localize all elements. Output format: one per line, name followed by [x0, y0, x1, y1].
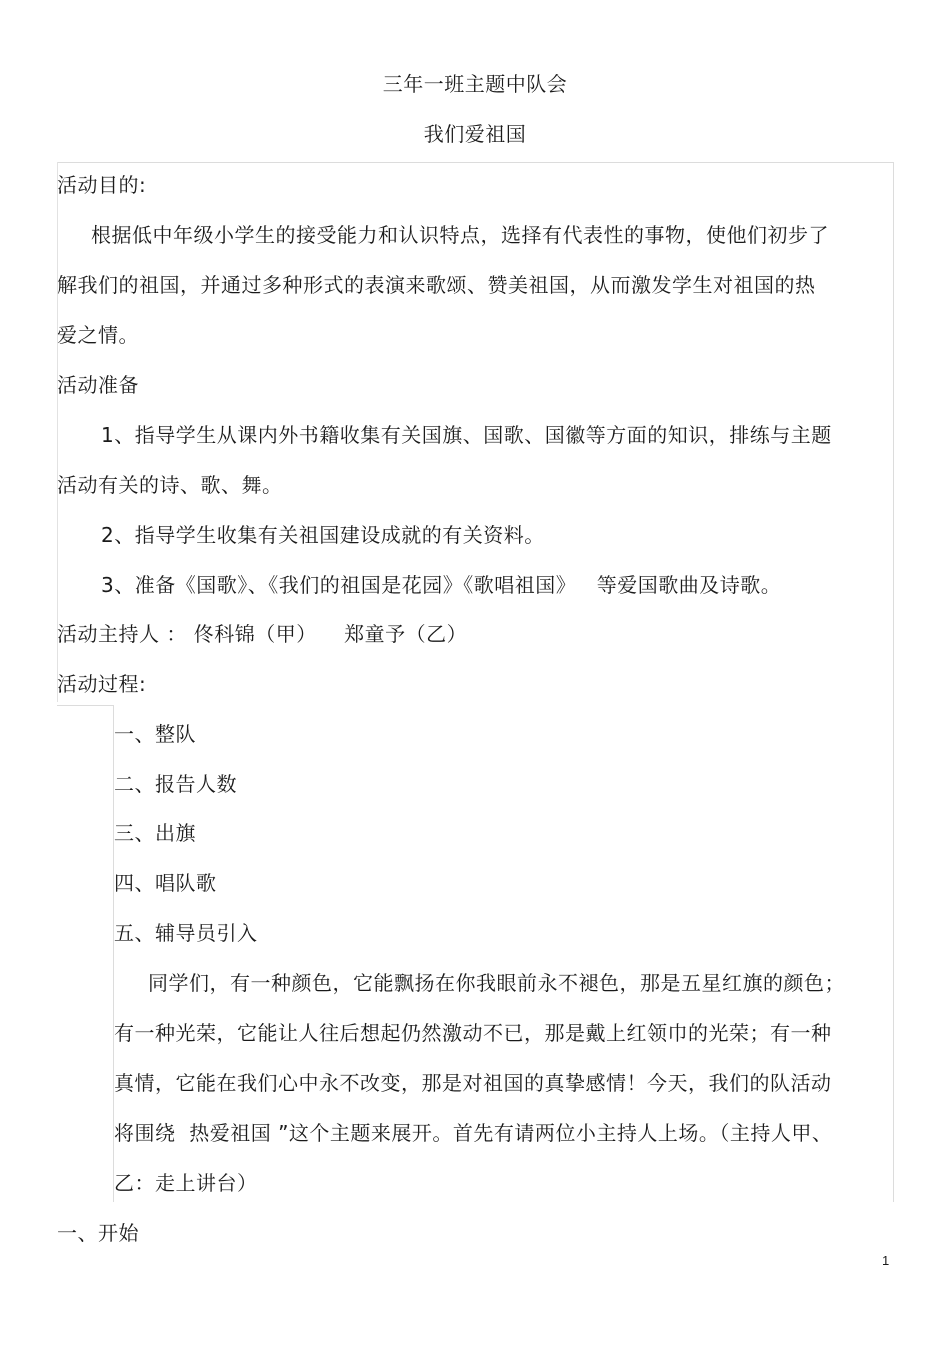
table-border-right	[893, 162, 894, 1202]
step-item: 五、辅导员引入	[114, 921, 258, 945]
intro-line: 真情，它能在我们心中永不改变，那是对祖国的真挚感情！今天，我们的队活动	[114, 1071, 832, 1095]
start-heading: 一、开始	[57, 1221, 139, 1245]
intro-line: 将围绕 热爱祖国 ”这个主题来展开。首先有请两位小主持人上场。（主持人甲、	[114, 1121, 833, 1145]
page-number: 1	[882, 1253, 890, 1268]
prep-line: 活动有关的诗、歌、舞。	[57, 473, 283, 497]
purpose-heading: 活动目的:	[57, 173, 147, 197]
step-item: 二、报告人数	[114, 772, 237, 796]
step-item: 一、整队	[114, 722, 196, 746]
prep-line: 1、指导学生从课内外书籍收集有关国旗、国歌、国徽等方面的知识，排练与主题	[101, 423, 832, 447]
purpose-line: 根据低中年级小学生的接受能力和认识特点，选择有代表性的事物，使他们初步了	[91, 223, 829, 247]
document-subtitle: 我们爱祖国	[423, 122, 527, 146]
step-item: 四、唱队歌	[114, 871, 217, 895]
process-heading: 活动过程:	[57, 672, 147, 696]
purpose-line: 解我们的祖国，并通过多种形式的表演来歌颂、赞美祖国，从而激发学生对祖国的热	[57, 273, 816, 297]
host-line: 活动主持人 ： 佟科锦（甲） 郑童予（乙）	[57, 622, 468, 646]
prep-line: 2、指导学生收集有关祖国建设成就的有关资料。	[101, 523, 545, 547]
prep-heading: 活动准备	[57, 373, 139, 397]
step-item: 三、出旗	[114, 821, 196, 845]
prep-line: 3、准备《国歌》、《我们的祖国是花园》《歌唱祖国》 等爱国歌曲及诗歌。	[101, 573, 782, 597]
table-border-top	[57, 162, 893, 163]
intro-line: 有一种光荣，它能让人往后想起仍然激动不已，那是戴上红领巾的光荣；有一种	[114, 1021, 832, 1045]
intro-line: 乙：走上讲台）	[114, 1171, 258, 1195]
purpose-line: 爱之情。	[57, 323, 139, 347]
inner-border-top	[57, 705, 113, 706]
document-title: 三年一班主题中队会	[382, 72, 568, 96]
intro-line: 同学们，有一种颜色，它能飘扬在你我眼前永不褪色，那是五星红旗的颜色；	[148, 971, 845, 995]
